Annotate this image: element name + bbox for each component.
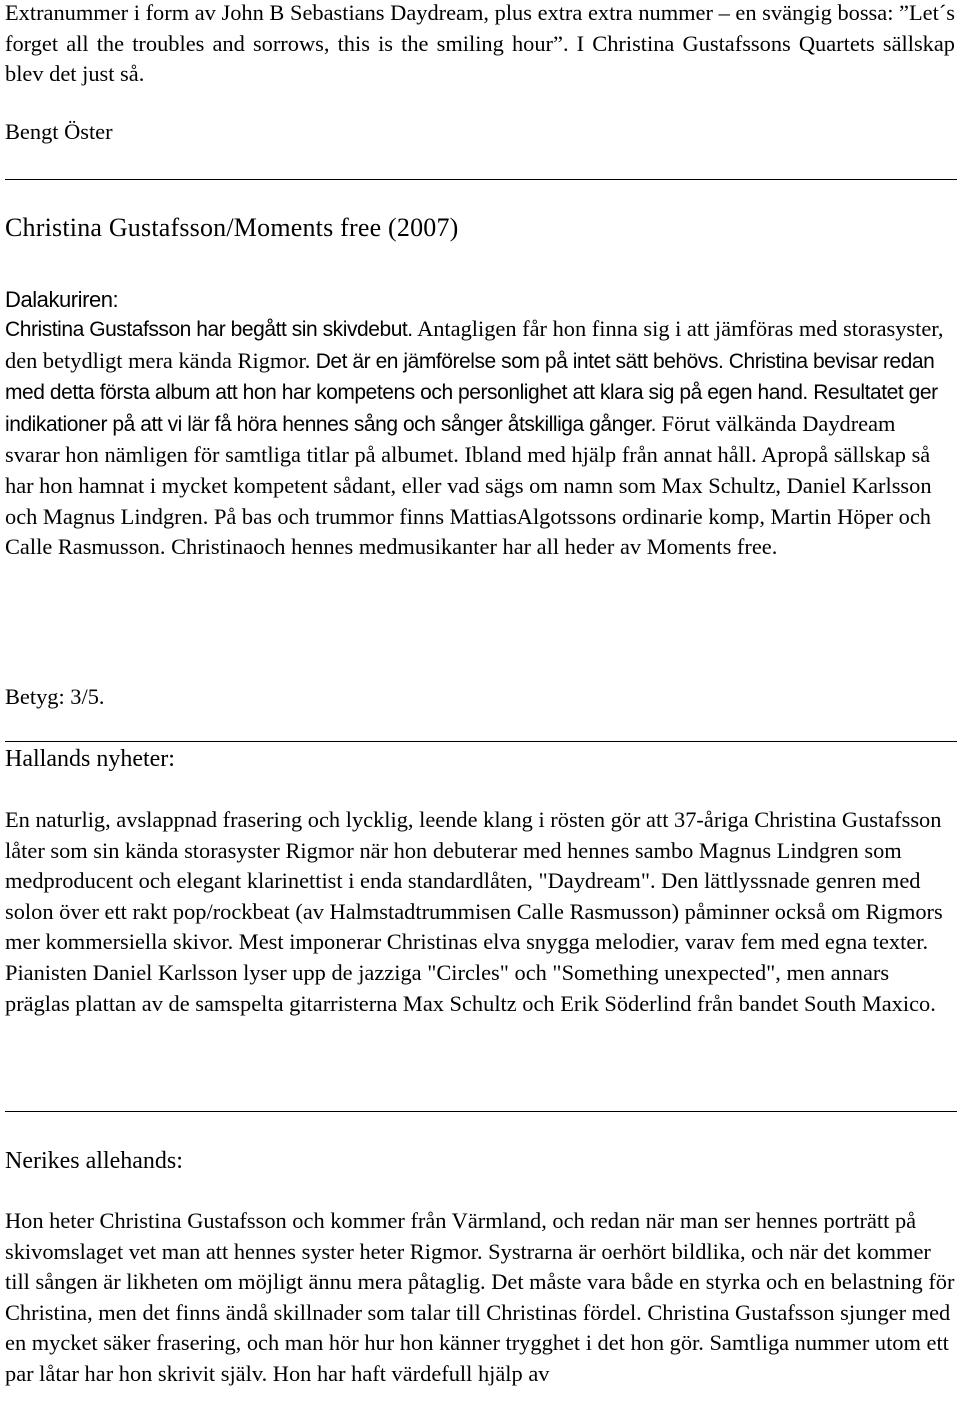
- review-sentence: Antagligen får hon finna sig i att jämföras med storasyster, den betydligt mera kända Rigmor.: [5, 316, 944, 373]
- hallands-review: En naturlig, avslappnad frasering och lycklig, leende klang i rösten gör att 37-åriga Christina Gustafsson låter som sin kända storasyster Rigmor när hon debuterar med hennes sambo Magnus Lindgren som medproducent och elegant klarinettist i enda standardlåten, "Daydream". Den lättlyssnade genren med solon över ett rakt pop/rockbeat (av Halmstadtrummisen Calle Rasmusson) påminner också om Rigmors mer kommersiella skivor. Mest imponerar Christinas elva snygga melodier, varav fem med egna texter. Pianisten Daniel Karlsson lyser upp de jazziga "Circles" och "Something unexpected", men annars präglas plattan av de samspelta gitarristerna Max Schultz och Erik Söderlind från bandet South Maxico.: [5, 807, 943, 1016]
- dalakuriren-review: [5, 314, 955, 563]
- review-sentence: Förut välkända Daydream svarar hon nämligen för samtliga titlar på albumet.: [5, 410, 896, 468]
- dalakuriren-heading: Dalakuriren:: [5, 287, 119, 312]
- section-divider: [5, 1111, 957, 1112]
- hallands-heading: Hallands nyheter:: [5, 746, 175, 772]
- review-sentence: Det är en jämförelse som på intet sätt behövs.: [310, 349, 724, 373]
- review-sentence: Apropå sällskap så har hon hamnat i mycket kompetent sådant, eller vad sägs om namn som Max Schultz, Daniel Karlsson och Magnus Lindgren.: [5, 442, 932, 529]
- nerikes-heading: Nerikes allehands:: [5, 1148, 183, 1174]
- review-sentence: På bas och trummor finns MattiasAlgotssons ordinarie komp, Martin Höper och Calle Rasmusson.: [5, 503, 931, 560]
- review-sentence: Christina bevisar redan med detta första album att hon har kompetens och personlighet att klara sig på egen hand.: [5, 349, 935, 405]
- intro-paragraph: Extranummer i form av John B Sebastians Daydream, plus extra extra nummer – en svängig bossa: ”Let´s forget all the troubles and sorrows, this is the smiling hour”. I Christina Gustafssons Quartets sällskap blev det just så.: [5, 0, 955, 87]
- section-divider: [5, 179, 957, 180]
- review-sentence: Christina Gustafsson har begått sin skivdebut.: [5, 318, 413, 341]
- nerikes-review: Hon heter Christina Gustafsson och kommer från Värmland, och redan när man ser hennes porträtt på skivomslaget vet man att hennes syster heter Rigmor. Systrarna är oerhört bildlika, och när det kommer till sången är likheten om möjligt ännu mera påtaglig. Det måste vara både en styrka och en belastning för Christina, men det finns ändå skillnader som talar till Christinas fördel. Christina Gustafsson sjunger med en mycket säker frasering, och man hör hur hon känner trygghet i det hon gör. Samtliga nummer utom ett par låtar har hon skrivit själv. Hon har haft värdefull hjälp av: [5, 1208, 955, 1386]
- review-sentence: Christinaoch hennes medmusikanter har all heder av Moments free.: [165, 534, 778, 560]
- review-sentence: Resultatet ger indikationer på att vi lär få höra hennes sång och sånger åtskilliga gånger.: [5, 381, 938, 436]
- rating: Betyg: 3/5.: [5, 684, 105, 709]
- signature: Bengt Öster: [5, 119, 113, 144]
- section-divider: [5, 741, 957, 742]
- album-title: Christina Gustafsson/Moments free (2007): [5, 213, 459, 242]
- review-sentence: Ibland med hjälp från annat håll.: [458, 442, 757, 468]
